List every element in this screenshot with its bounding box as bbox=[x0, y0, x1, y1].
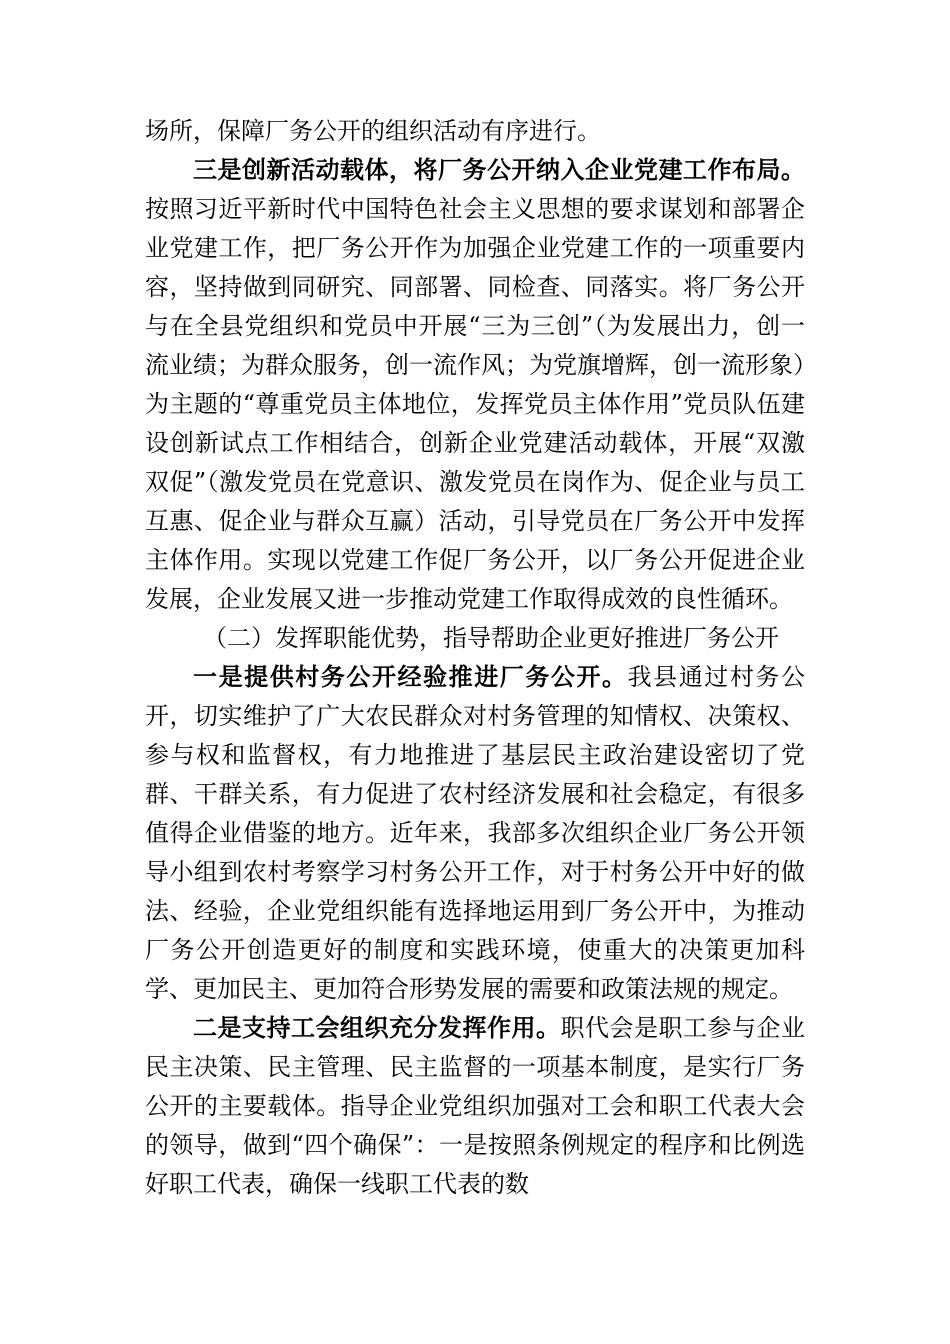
paragraph-innovation-body: 按照习近平新时代中国特色社会主义思想的要求谋划和部署企业党建工作，把厂务公开作为加强企业党建工作的一项重要内容，坚持做到同研究、同部署、同检查、同落实。将厂务公开与在全县党组织和党员中开展“三为三创”（为发展出力，创一流业绩；为群众服务，创一流作风；为党旗增辉，创一流形象）为主题的“尊重党员主体地位，发挥党员主体作用”党员队伍建设创新试点工作相结合，创新企业党建活动载体，开展“双激双促”（激发党员在党意识、激发党员在岗作为、促企业与员工互惠、促企业与群众互赢）活动，引导党员在厂务公开中发挥主体作用。实现以党建工作促厂务公开，以厂务公开促进企业发展，企业发展又进一步推动党建工作取得成效的良性循环。 bbox=[145, 195, 805, 613]
paragraph-union-lead: 二是支持工会组织充分发挥作用。 bbox=[193, 1014, 561, 1042]
paragraph-village-lead: 一是提供村务公开经验推进厂务公开。 bbox=[193, 663, 628, 691]
paragraph-village-body: 我县通过村务公开，切实维护了广大农民群众对村务管理的知情权、决策权、参与权和监督权，有力地推进了基层民主政治建设密切了党群、干群关系，有力促进了农村经济发展和社会稳定，有很多值得企业借鉴的地方。近年来，我部多次组织企业厂务公开领导小组到农村考察学习村务公开工作，对于村务公开中好的做法、经验，企业党组织能有选择地运用到厂务公开中，为推动厂务公开创造更好的制度和实践环境，使重大的决策更加科学、更加民主、更加符合形势发展的需要和政策法规的规定。 bbox=[145, 663, 806, 1003]
paragraph-union-body: 职代会是职工参与企业民主决策、民主管理、民主监督的一项基本制度，是实行厂务公开的主要载体。指导企业党组织加强对工会和职工代表大会的领导，做到“四个确保”：一是按照条例规定的程序和比例选好职工代表，确保一线职工代表的数 bbox=[145, 1014, 805, 1198]
paragraph-innovation-carrier bbox=[145, 151, 805, 619]
paragraph-village-affairs bbox=[145, 658, 805, 1009]
paragraph-continued bbox=[145, 112, 805, 151]
paragraph-continued-text: 场所，保障厂务公开的组织活动有序进行。 bbox=[145, 117, 601, 145]
section-heading bbox=[145, 619, 805, 658]
paragraph-innovation-lead: 三是创新活动载体，将厂务公开纳入企业党建工作布局。 bbox=[193, 156, 805, 184]
section-heading-text: （二）发挥职能优势，指导帮助企业更好推进厂务公开 bbox=[203, 624, 779, 652]
paragraph-trade-union bbox=[145, 1009, 805, 1204]
document-page bbox=[145, 112, 805, 1204]
